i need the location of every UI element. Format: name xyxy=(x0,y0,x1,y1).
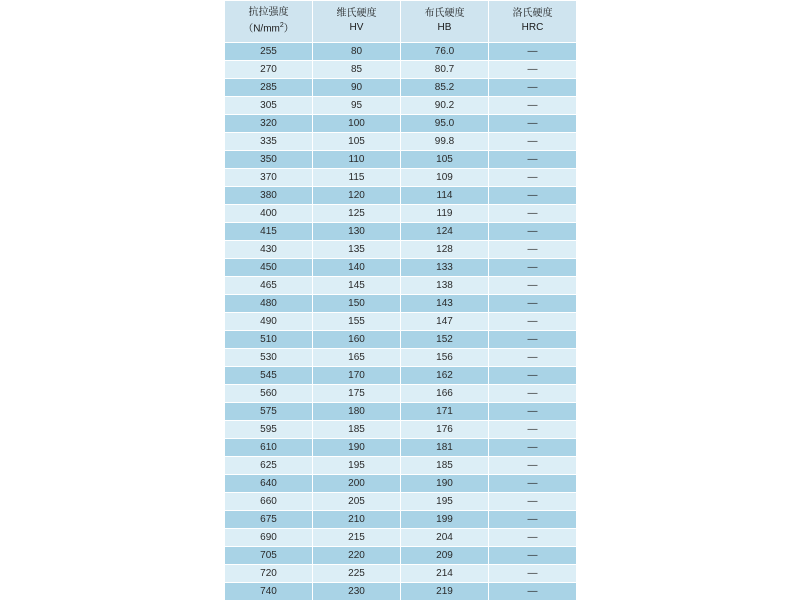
table-cell: — xyxy=(489,421,577,439)
column-header-unit: HB xyxy=(437,22,452,34)
table-row xyxy=(225,565,577,583)
table-cell: 350 xyxy=(225,151,313,169)
table-row xyxy=(225,385,577,403)
table-cell: 140 xyxy=(313,259,401,277)
table-cell: — xyxy=(489,223,577,241)
table-cell: 160 xyxy=(313,331,401,349)
table-cell: 335 xyxy=(225,133,313,151)
table-cell: 152 xyxy=(401,331,489,349)
table-row xyxy=(225,493,577,511)
table-cell: 166 xyxy=(401,385,489,403)
table-cell: 135 xyxy=(313,241,401,259)
table-cell: 720 xyxy=(225,565,313,583)
table-cell: 625 xyxy=(225,457,313,475)
table-cell: — xyxy=(489,547,577,565)
table-cell: — xyxy=(489,385,577,403)
table-cell: — xyxy=(489,403,577,421)
table-cell: 214 xyxy=(401,565,489,583)
table-row xyxy=(225,421,577,439)
table-cell: 85.2 xyxy=(401,79,489,97)
table-cell: 690 xyxy=(225,529,313,547)
column-header-title: 抗拉强度 xyxy=(248,7,289,18)
table-row xyxy=(225,313,577,331)
hardness-conversion-table-container xyxy=(224,0,576,601)
table-row xyxy=(225,295,577,313)
table-body xyxy=(225,43,577,601)
table-row xyxy=(225,187,577,205)
table-row xyxy=(225,241,577,259)
table-cell: 176 xyxy=(401,421,489,439)
table-cell: — xyxy=(489,349,577,367)
table-cell: — xyxy=(489,187,577,205)
table-cell: 185 xyxy=(401,457,489,475)
column-header-vickers xyxy=(313,1,401,43)
table-cell: 155 xyxy=(313,313,401,331)
table-cell: 199 xyxy=(401,511,489,529)
table-cell: — xyxy=(489,277,577,295)
table-cell: 165 xyxy=(313,349,401,367)
table-cell: 610 xyxy=(225,439,313,457)
table-row xyxy=(225,169,577,187)
table-cell: 119 xyxy=(401,205,489,223)
table-cell: 156 xyxy=(401,349,489,367)
table-row xyxy=(225,403,577,421)
table-cell: — xyxy=(489,205,577,223)
table-cell: — xyxy=(489,475,577,493)
table-cell: 230 xyxy=(313,583,401,601)
table-cell: — xyxy=(489,529,577,547)
column-header-rockwell xyxy=(489,1,577,43)
table-row xyxy=(225,205,577,223)
table-cell: — xyxy=(489,151,577,169)
table-cell: 450 xyxy=(225,259,313,277)
table-row xyxy=(225,583,577,601)
table-cell: 162 xyxy=(401,367,489,385)
table-cell: 76.0 xyxy=(401,43,489,61)
table-cell: 120 xyxy=(313,187,401,205)
column-header-brinell xyxy=(401,1,489,43)
table-cell: 270 xyxy=(225,61,313,79)
table-cell: 180 xyxy=(313,403,401,421)
table-cell: 465 xyxy=(225,277,313,295)
table-cell: 143 xyxy=(401,295,489,313)
column-header-unit: HV xyxy=(349,22,364,34)
table-cell: 195 xyxy=(401,493,489,511)
table-cell: 370 xyxy=(225,169,313,187)
table-cell: 114 xyxy=(401,187,489,205)
column-header-title: 布氏硬度 xyxy=(424,7,465,19)
table-cell: 220 xyxy=(313,547,401,565)
hardness-conversion-table xyxy=(224,0,577,601)
column-header-tensile-strength xyxy=(225,1,313,43)
table-row xyxy=(225,439,577,457)
table-cell: 124 xyxy=(401,223,489,241)
table-cell: — xyxy=(489,439,577,457)
table-cell: 145 xyxy=(313,277,401,295)
table-cell: 205 xyxy=(313,493,401,511)
table-cell: 209 xyxy=(401,547,489,565)
table-cell: 175 xyxy=(313,385,401,403)
table-cell: 171 xyxy=(401,403,489,421)
table-cell: — xyxy=(489,511,577,529)
table-header xyxy=(225,1,577,43)
table-cell: — xyxy=(489,241,577,259)
table-cell: 90 xyxy=(313,79,401,97)
table-cell: 95 xyxy=(313,97,401,115)
table-cell: 255 xyxy=(225,43,313,61)
table-cell: 138 xyxy=(401,277,489,295)
table-cell: 185 xyxy=(313,421,401,439)
table-row xyxy=(225,547,577,565)
table-cell: 430 xyxy=(225,241,313,259)
table-cell: 215 xyxy=(313,529,401,547)
table-cell: — xyxy=(489,565,577,583)
table-cell: 150 xyxy=(313,295,401,313)
table-cell: 510 xyxy=(225,331,313,349)
table-cell: 80 xyxy=(313,43,401,61)
table-cell: 675 xyxy=(225,511,313,529)
table-cell: 190 xyxy=(401,475,489,493)
table-cell: 285 xyxy=(225,79,313,97)
table-cell: 575 xyxy=(225,403,313,421)
table-cell: 530 xyxy=(225,349,313,367)
table-cell: — xyxy=(489,169,577,187)
table-cell: 115 xyxy=(313,169,401,187)
table-cell: — xyxy=(489,457,577,475)
table-row xyxy=(225,133,577,151)
table-cell: 490 xyxy=(225,313,313,331)
table-cell: 90.2 xyxy=(401,97,489,115)
table-cell: 100 xyxy=(313,115,401,133)
table-cell: 105 xyxy=(401,151,489,169)
table-cell: 204 xyxy=(401,529,489,547)
column-header-unit: HRC xyxy=(521,22,544,34)
table-row xyxy=(225,367,577,385)
table-row xyxy=(225,457,577,475)
table-row xyxy=(225,529,577,547)
table-cell: 219 xyxy=(401,583,489,601)
table-cell: 415 xyxy=(225,223,313,241)
table-cell: 400 xyxy=(225,205,313,223)
column-header-unit: $(N/mm^2)$ xyxy=(243,21,294,34)
table-cell: 320 xyxy=(225,115,313,133)
table-row xyxy=(225,61,577,79)
table-cell: — xyxy=(489,493,577,511)
table-row xyxy=(225,331,577,349)
table-cell: — xyxy=(489,259,577,277)
table-cell: 545 xyxy=(225,367,313,385)
table-cell: 147 xyxy=(401,313,489,331)
table-cell: — xyxy=(489,295,577,313)
table-cell: 170 xyxy=(313,367,401,385)
table-row xyxy=(225,277,577,295)
table-row xyxy=(225,349,577,367)
column-header-title: 维氏硬度 xyxy=(336,7,377,19)
table-row xyxy=(225,97,577,115)
table-cell: 85 xyxy=(313,61,401,79)
table-row xyxy=(225,475,577,493)
table-cell: 705 xyxy=(225,547,313,565)
table-cell: 740 xyxy=(225,583,313,601)
table-cell: 133 xyxy=(401,259,489,277)
table-cell: 640 xyxy=(225,475,313,493)
table-cell: 560 xyxy=(225,385,313,403)
table-cell: 125 xyxy=(313,205,401,223)
table-row xyxy=(225,511,577,529)
table-cell: — xyxy=(489,583,577,601)
table-cell: 195 xyxy=(313,457,401,475)
table-row xyxy=(225,79,577,97)
table-cell: 305 xyxy=(225,97,313,115)
table-cell: 109 xyxy=(401,169,489,187)
table-cell: 190 xyxy=(313,439,401,457)
table-row xyxy=(225,43,577,61)
table-cell: 128 xyxy=(401,241,489,259)
table-cell: 380 xyxy=(225,187,313,205)
table-cell: — xyxy=(489,61,577,79)
table-cell: 99.8 xyxy=(401,133,489,151)
column-header-title: 洛氏硬度 xyxy=(512,7,553,19)
table-cell: 181 xyxy=(401,439,489,457)
table-cell: — xyxy=(489,79,577,97)
table-cell: — xyxy=(489,97,577,115)
table-row xyxy=(225,259,577,277)
table-cell: — xyxy=(489,115,577,133)
table-cell: 480 xyxy=(225,295,313,313)
table-cell: 95.0 xyxy=(401,115,489,133)
table-cell: 130 xyxy=(313,223,401,241)
table-cell: 110 xyxy=(313,151,401,169)
table-row xyxy=(225,151,577,169)
table-cell: 200 xyxy=(313,475,401,493)
table-cell: — xyxy=(489,367,577,385)
table-cell: 210 xyxy=(313,511,401,529)
table-cell: 595 xyxy=(225,421,313,439)
table-row xyxy=(225,223,577,241)
table-cell: 105 xyxy=(313,133,401,151)
table-cell: — xyxy=(489,43,577,61)
table-cell: 660 xyxy=(225,493,313,511)
table-cell: 225 xyxy=(313,565,401,583)
table-cell: — xyxy=(489,331,577,349)
table-header-row xyxy=(225,1,577,43)
table-row xyxy=(225,115,577,133)
table-cell: — xyxy=(489,313,577,331)
table-cell: 80.7 xyxy=(401,61,489,79)
table-cell: — xyxy=(489,133,577,151)
